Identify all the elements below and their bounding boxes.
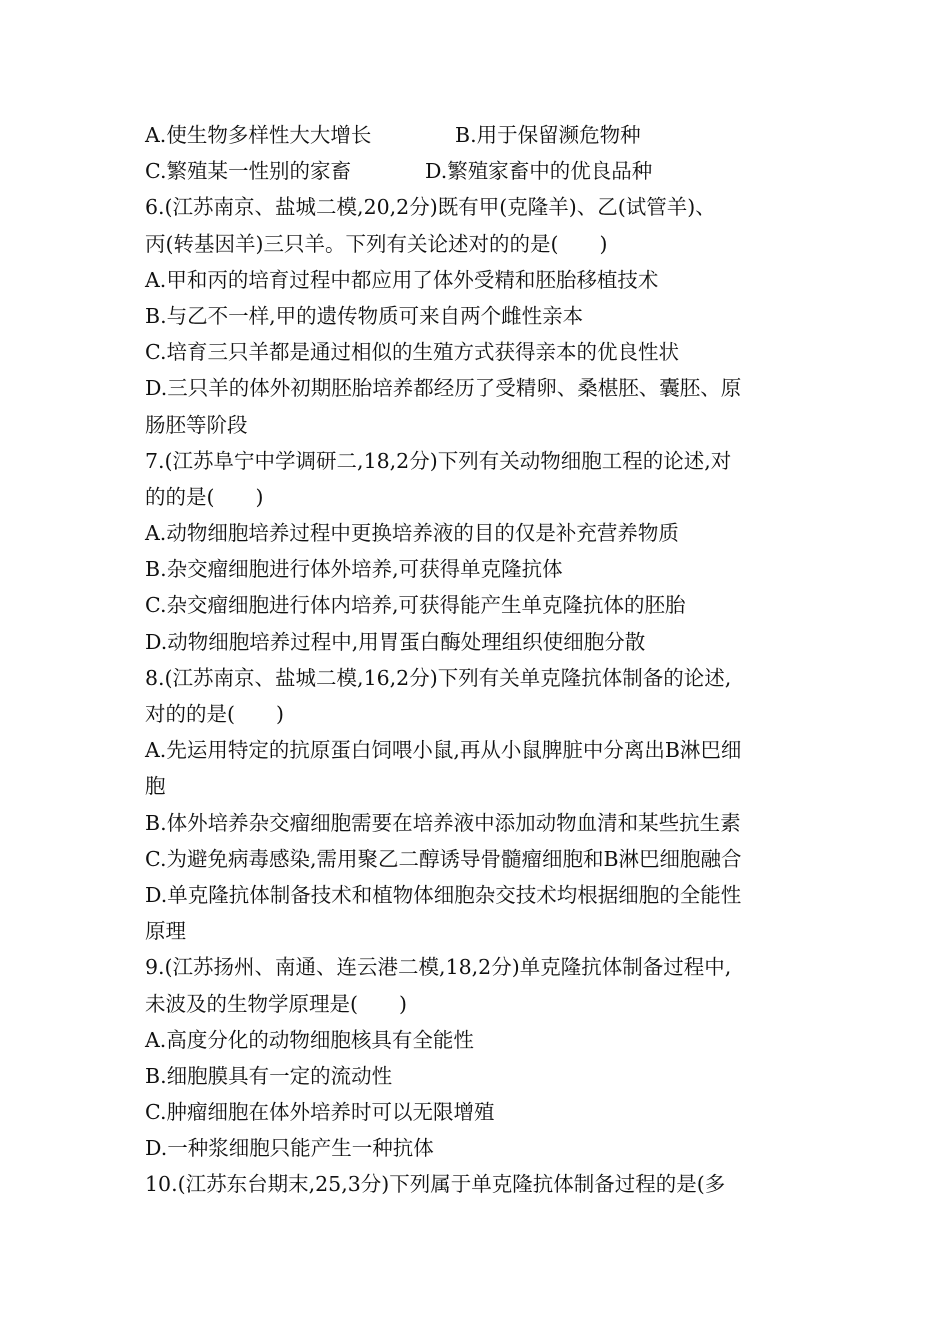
q5-option-b: B.用于保留濒危物种 — [455, 123, 641, 147]
q5-options-row-2 — [145, 153, 815, 189]
q5-options-row-1 — [145, 117, 815, 153]
q8-option-d-line-1: D.单克隆抗体制备技术和植物体细胞杂交技术均根据细胞的全能性 — [145, 882, 742, 907]
q8-option-c: C.为避免病毒感染,需用聚乙二醇诱导骨髓瘤细胞和B淋巴细胞融合 — [145, 846, 742, 871]
q5-option-c: C.繁殖某一性别的家畜 — [145, 159, 351, 184]
q6-stem-line-1: 6.(江苏南京、盐城二模,20,2分)既有甲(克隆羊)、乙(试管羊)、 — [145, 195, 716, 220]
q6-stem-line-2: 丙(转基因羊)三只羊。下列有关论述对的的是( ) — [145, 231, 608, 256]
q9-option-a: A.高度分化的动物细胞核具有全能性 — [145, 1027, 474, 1052]
q9-stem-line-2: 未波及的生物学原理是( ) — [145, 991, 407, 1016]
q6-option-c: C.培育三只羊都是通过相似的生殖方式获得亲本的优良性状 — [145, 340, 679, 365]
q8-stem-line-1: 8.(江苏南京、盐城二模,16,2分)下列有关单克隆抗体制备的论述, — [145, 665, 732, 690]
q9-stem-line-1: 9.(江苏扬州、南通、连云港二模,18,2分)单克隆抗体制备过程中, — [145, 955, 732, 980]
q6-option-d-line-2: 肠胚等阶段 — [145, 412, 248, 437]
q6-option-a: A.甲和丙的培育过程中都应用了体外受精和胚胎移植技术 — [145, 267, 659, 292]
q7-option-d: D.动物细胞培养过程中,用胃蛋白酶处理组织使细胞分散 — [145, 629, 646, 654]
q5-option-a: A.使生物多样性大大增长 — [145, 123, 372, 147]
q6-option-b: B.与乙不一样,甲的遗传物质可来自两个雌性亲本 — [145, 303, 584, 328]
q8-option-b: B.体外培养杂交瘤细胞需要在培养液中添加动物血清和某些抗生素 — [145, 810, 741, 835]
q9-option-d: D.一种浆细胞只能产生一种抗体 — [145, 1136, 434, 1161]
q8-option-a-line-2: 胞 — [145, 774, 166, 799]
q9-option-b: B.细胞膜具有一定的流动性 — [145, 1063, 393, 1088]
q8-option-d-line-2: 原理 — [145, 919, 186, 944]
document-page — [145, 117, 815, 1203]
q7-option-c: C.杂交瘤细胞进行体内培养,可获得能产生单克隆抗体的胚胎 — [145, 593, 686, 618]
q7-option-b: B.杂交瘤细胞进行体外培养,可获得单克隆抗体 — [145, 557, 563, 582]
q7-option-a: A.动物细胞培养过程中更换培养液的目的仅是补充营养物质 — [145, 521, 679, 546]
q6-option-d-line-1: D.三只羊的体外初期胚胎培养都经历了受精卵、桑椹胚、囊胚、原 — [145, 376, 742, 401]
q8-option-a-line-1: A.先运用特定的抗原蛋白饲喂小鼠,再从小鼠脾脏中分离出B淋巴细 — [145, 738, 742, 763]
q5-option-d: D.繁殖家畜中的优良品种 — [425, 159, 653, 184]
q9-option-c: C.肿瘤细胞在体外培养时可以无限增殖 — [145, 1100, 495, 1125]
q7-stem-line-1: 7.(江苏阜宁中学调研二,18,2分)下列有关动物细胞工程的论述,对 — [145, 448, 732, 473]
q10-stem-line-1: 10.(江苏东台期末,25,3分)下列属于单克隆抗体制备过程的是(多 — [145, 1172, 726, 1197]
q8-stem-line-2: 对的的是( ) — [145, 702, 284, 726]
q7-stem-line-2: 的的是( ) — [145, 484, 264, 509]
